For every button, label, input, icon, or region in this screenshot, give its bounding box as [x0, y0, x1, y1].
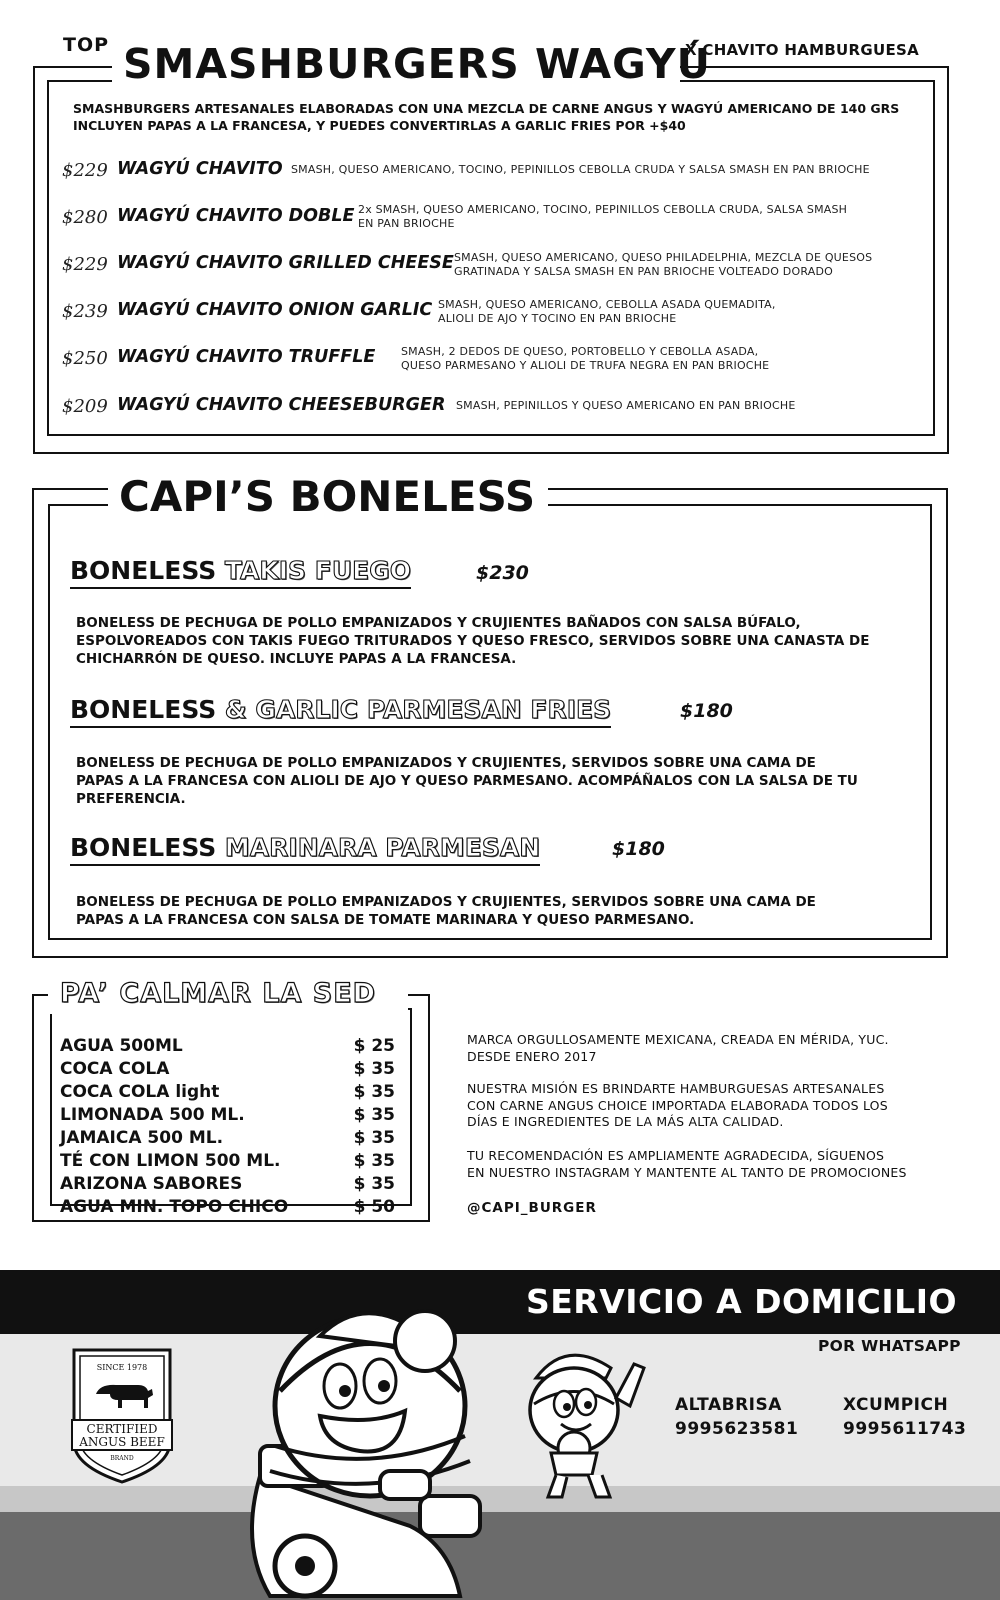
branch-xcumpich: [843, 1393, 966, 1441]
menu-item-desc: SMASH, QUESO AMERICANO, QUESO PHILADELPHIA, MEZCLA DE QUESOS GRATINADA Y SALSA SMASH EN PAN BRIOCHE VOLTEADO DORADO: [454, 251, 873, 278]
menu-item-desc: 2x SMASH, QUESO AMERICANO, TOCINO, PEPINILLOS CEBOLLA CRUDA, SALSA SMASH EN PAN BRIOCHE: [358, 203, 848, 230]
boneless-item-desc: BONELESS DE PECHUGA DE POLLO EMPANIZADOS Y CRUJIENTES BAÑADOS CON SALSA BÚFALO, ESPOLVOREADOS CON TAKIS FUEGO TRITURADOS Y QUESO FRESCO, SERVIDOS SOBRE UNA CANASTA DE CHICHARRÓN DE QUESO. INCLUYE PAPAS A LA FRANCESA.: [76, 615, 870, 667]
menu-item-name: WAGYÚ CHAVITO: [117, 159, 283, 179]
collab-label: X CHAVITO HAMBURGUESA: [685, 41, 920, 59]
branch-name: XCUMPICH: [843, 1395, 949, 1415]
drink-row: TÉ CON LIMON 500 ML. $ 35: [60, 1151, 395, 1171]
branch-phone[interactable]: 9995611743: [843, 1419, 967, 1439]
drinks-title: PA’ CALMAR LA SED: [60, 978, 377, 1009]
boneless-item-desc: BONELESS DE PECHUGA DE POLLO EMPANIZADOS Y CRUJIENTES, SERVIDOS SOBRE UNA CAMA DE PAPAS A LA FRANCESA CON SALSA DE TOMATE MARINARA Y QUESO PARMESANO.: [76, 894, 816, 928]
mascot-waving-illustration: [516, 1338, 652, 1506]
menu-item: [0, 388, 1000, 428]
menu-item-price: $209: [62, 396, 108, 417]
menu-item-price: $229: [62, 254, 108, 275]
drink-row: COCA COLA light $ 35: [60, 1082, 395, 1102]
boneless-item-desc: BONELESS DE PECHUGA DE POLLO EMPANIZADOS Y CRUJIENTES, SERVIDOS SOBRE UNA CAMA DE PAPAS A LA FRANCESA CON ALIOLI DE AJO Y QUESO PARMESANO. ACOMPÁÑALOS CON LA SALSA DE TU PREFERENCIA.: [76, 755, 858, 807]
smashburgers-intro: SMASHBURGERS ARTESANALES ELABORADAS CON UNA MEZCLA DE CARNE ANGUS Y WAGYÚ AMERICANO DE 140 GRS INCLUYEN PAPAS A LA FRANCESA, Y PUEDES CONVERTIRLAS A GARLIC FRIES POR +$40: [73, 101, 900, 133]
svg-text:CERTIFIED: CERTIFIED: [86, 1422, 158, 1436]
menu-item-name: WAGYÚ CHAVITO CHEESEBURGER: [117, 395, 446, 415]
menu-item-name: WAGYÚ CHAVITO GRILLED CHEESE: [117, 253, 454, 273]
svg-text:ANGUS BEEF: ANGUS BEEF: [79, 1435, 165, 1449]
menu-item-desc: SMASH, QUESO AMERICANO, CEBOLLA ASADA QUEMADITA, ALIOLI DE AJO Y TOCINO EN PAN BRIOCHE: [438, 298, 776, 325]
svg-text:SINCE 1978: SINCE 1978: [96, 1363, 148, 1372]
menu-item-price: $229: [62, 160, 108, 181]
menu-item: [0, 293, 1000, 333]
certified-angus-beef-logo: [66, 1344, 178, 1484]
menu-item-desc: SMASH, 2 DEDOS DE QUESO, PORTOBELLO Y CEBOLLA ASADA, QUESO PARMESANO Y ALIOLI DE TRUFA NEGRA EN PAN BRIOCHE: [401, 345, 770, 372]
boneless-title: CAPI’S BONELESS: [119, 472, 536, 521]
boneless-item-heading: BONELESS TAKIS FUEGO: [70, 556, 411, 589]
boneless-item-price: $230: [476, 562, 529, 584]
menu-item-price: $250: [62, 348, 108, 369]
menu-item: [0, 246, 1000, 286]
instagram-handle[interactable]: @CAPI_BURGER: [467, 1200, 597, 1216]
drink-row: ARIZONA SABORES $ 35: [60, 1174, 395, 1194]
menu-item-price: $280: [62, 207, 108, 228]
menu-item: [0, 152, 1000, 192]
menu-item: [0, 340, 1000, 380]
drink-row: AGUA 500ML $ 25: [60, 1036, 395, 1056]
menu-item-desc: SMASH, PEPINILLOS Y QUESO AMERICANO EN PAN BRIOCHE: [456, 399, 796, 412]
boneless-item-price: $180: [612, 838, 665, 860]
menu-item-price: $239: [62, 301, 108, 322]
menu-item-name: WAGYÚ CHAVITO TRUFFLE: [117, 347, 376, 367]
menu-item-desc: SMASH, QUESO AMERICANO, TOCINO, PEPINILLOS CEBOLLA CRUDA Y SALSA SMASH EN PAN BRIOCHE: [291, 163, 870, 176]
mascot-scooter-illustration: [200, 1296, 510, 1600]
drink-row: JAMAICA 500 ML. $ 35: [60, 1128, 395, 1148]
top-label: TOP: [63, 34, 110, 56]
branch-altabrisa: [675, 1393, 798, 1441]
whatsapp-label: POR WHATSAPP: [818, 1337, 961, 1355]
menu-item: [0, 199, 1000, 239]
boneless-item-price: $180: [680, 700, 733, 722]
menu-item-name: WAGYÚ CHAVITO DOBLE: [117, 206, 355, 226]
boneless-item-heading: BONELESS MARINARA PARMESAN: [70, 833, 540, 866]
svg-text:BRAND: BRAND: [110, 1455, 134, 1462]
branch-phone[interactable]: 9995623581: [675, 1419, 799, 1439]
menu-item-name: WAGYÚ CHAVITO ONION GARLIC: [117, 300, 433, 320]
drink-row: LIMONADA 500 ML. $ 35: [60, 1105, 395, 1125]
drink-row: COCA COLA $ 35: [60, 1059, 395, 1079]
smashburgers-title: SMASHBURGERS WAGYÚ: [123, 40, 711, 88]
boneless-item-heading: BONELESS & GARLIC PARMESAN FRIES: [70, 695, 611, 728]
recommendation-paragraph: TU RECOMENDACIÓN ES AMPLIAMENTE AGRADECIDA, SÍGUENOS EN NUESTRO INSTAGRAM Y MANTENTE AL TANTO DE PROMOCIONES: [467, 1148, 907, 1180]
mission-paragraph: NUESTRA MISIÓN ES BRINDARTE HAMBURGUESAS ARTESANALES CON CARNE ANGUS CHOICE IMPORTADA ELABORADA TODOS LOS DÍAS E INGREDIENTES DE LA MÁS ALTA CALIDAD.: [467, 1081, 888, 1129]
branch-name: ALTABRISA: [675, 1395, 782, 1415]
drink-row: AGUA MIN. TOPO CHICO $ 50: [60, 1197, 395, 1217]
about-paragraph: MARCA ORGULLOSAMENTE MEXICANA, CREADA EN MÉRIDA, YUC. DESDE ENERO 2017: [467, 1032, 889, 1064]
delivery-title: SERVICIO A DOMICILIO: [526, 1282, 958, 1321]
